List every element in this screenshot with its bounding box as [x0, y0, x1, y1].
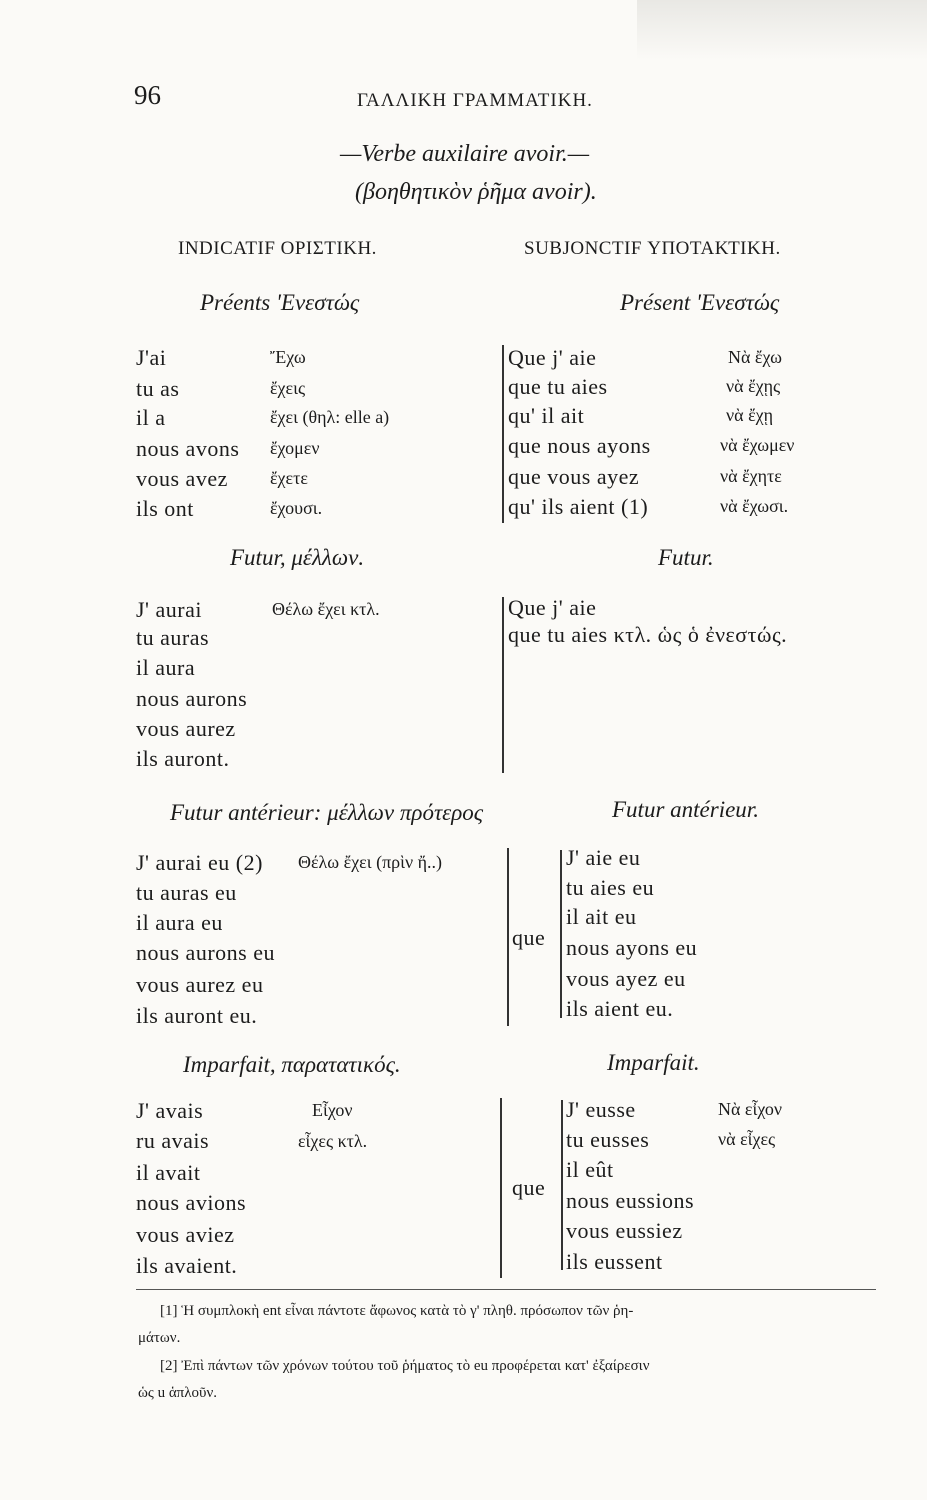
conj-fr: J' aurai: [136, 597, 202, 622]
conj-fr: nous avons: [136, 436, 240, 461]
footnote-2-line-2: ὡς u ἁπλοῦν.: [138, 1385, 217, 1401]
conj-fr: nous aurons: [136, 686, 248, 711]
conj-gr: νὰ ἔχωσι.: [720, 496, 789, 516]
column-divider: [507, 848, 509, 1026]
conj-fr: tu auras: [136, 625, 210, 650]
conj-gr: νὰ ἔχῃς: [726, 376, 781, 396]
conj-gr: ἔχεις: [270, 378, 306, 398]
conj-fr: nous ayons eu: [566, 935, 698, 960]
conj-fr: ils auront.: [136, 746, 230, 771]
subjonctif-heading: SUBJONCTIF ΥΠΟΤΑΚΤΙΚΗ.: [524, 238, 781, 259]
bleed-through-shadow: [637, 0, 927, 60]
brace-icon: [560, 850, 562, 1018]
conj-gr: εἶχες κτλ.: [298, 1131, 368, 1151]
conj-gr: Θέλω ἔχει (πρὶν ἤ..): [298, 852, 443, 872]
conj-gr: νὰ εἶχες: [718, 1129, 776, 1149]
present-indicatif-title: Préents 'Ενεστώς: [200, 290, 360, 315]
conj-fr: nous aurons eu: [136, 940, 275, 965]
conj-fr: il aura eu: [136, 910, 223, 935]
conj-fr: qu' ils aient (1): [508, 494, 649, 519]
conj-fr: J' aie eu: [566, 845, 641, 870]
present-subjonctif-title: Présent 'Ενεστώς: [620, 290, 780, 315]
column-divider: [502, 597, 504, 773]
conj-gr: ἔχομεν: [270, 438, 320, 458]
conj-fr: tu eusses: [566, 1127, 650, 1152]
footnote-1-line-1: [1] Ἡ συμπλοκὴ ent εἶναι πάντοτε ἄφωνος κατὰ τὸ γ' πληθ. πρόσωπον τῶν ῥη-: [160, 1303, 634, 1319]
conj-fr: J' avais: [136, 1098, 204, 1123]
conj-gr: Νὰ εἶχον: [718, 1099, 783, 1119]
brace-icon: [561, 1100, 563, 1270]
conj-gr: ἔχει (θηλ: elle a): [270, 407, 390, 427]
conj-fr: ils eussent: [566, 1249, 663, 1274]
conj-fr: qu' il ait: [508, 403, 585, 428]
futur-indicatif-title: Futur, μέλλων.: [230, 545, 365, 570]
running-title: ΓΑΛΛΙΚΗ ΓΡΑΜΜΑΤΙΚΗ.: [357, 90, 593, 111]
futur-anterieur-subjonctif-title: Futur antérieur.: [612, 797, 759, 822]
conj-fr: tu as: [136, 376, 180, 401]
title-line-1: —Verbe auxilaire avoir.—: [340, 141, 590, 167]
conj-fr: Que j' aie: [508, 345, 597, 370]
brace-que: que: [512, 925, 546, 950]
conj-fr: que tu aies κτλ. ὡς ὁ ἐνεστώς.: [508, 622, 788, 647]
conj-fr: que vous ayez: [508, 464, 640, 489]
conj-fr: il avait: [136, 1160, 201, 1185]
page-number: 96: [134, 80, 161, 110]
conj-fr: vous aurez eu: [136, 972, 264, 997]
conj-fr: il ait eu: [566, 904, 637, 929]
conj-fr: il aura: [136, 655, 196, 680]
column-divider: [502, 345, 504, 523]
imparfait-subjonctif-title: Imparfait.: [607, 1050, 700, 1075]
conj-fr: tu aies eu: [566, 875, 655, 900]
conj-fr: il eût: [566, 1157, 614, 1182]
conj-fr: vous aurez: [136, 716, 236, 741]
conj-fr: que nous ayons: [508, 433, 651, 458]
conj-fr: vous eussiez: [566, 1218, 683, 1243]
conj-fr: ils avaient.: [136, 1253, 238, 1278]
conj-gr: νὰ ἔχῃ: [726, 405, 774, 425]
futur-subjonctif-title: Futur.: [658, 545, 714, 570]
conj-fr: J' eusse: [566, 1097, 636, 1122]
conj-fr: nous avions: [136, 1190, 246, 1215]
conj-fr: ils aient eu.: [566, 996, 674, 1021]
column-divider: [500, 1098, 502, 1278]
conj-fr: ils ont: [136, 496, 194, 521]
conj-gr: ἔχουσι.: [270, 498, 323, 518]
brace-que: que: [512, 1175, 546, 1200]
conj-fr: Que j' aie: [508, 595, 597, 620]
conj-gr: νὰ ἔχωμεν: [720, 435, 795, 455]
conj-fr: vous ayez eu: [566, 966, 686, 991]
conj-fr: ils auront eu.: [136, 1003, 258, 1028]
conj-gr: Ἔχω: [270, 347, 306, 367]
footnote-rule: [136, 1289, 876, 1290]
conj-fr: J' aurai eu (2): [136, 850, 263, 875]
conj-fr: il a: [136, 405, 166, 430]
conj-fr: nous eussions: [566, 1188, 695, 1213]
conj-fr: J'ai: [136, 345, 167, 370]
indicatif-heading: INDICATIF ΟΡΙΣΤΙΚΗ.: [178, 238, 377, 259]
conj-fr: ru avais: [136, 1128, 210, 1153]
footnote-2-line-1: [2] Ἐπὶ πάντων τῶν χρόνων τούτου τοῦ ῥήματος τὸ eu προφέρεται κατ' ἐξαίρεσιν: [160, 1358, 650, 1374]
conj-gr: νὰ ἔχητε: [720, 466, 782, 486]
conj-fr: tu auras eu: [136, 880, 237, 905]
conj-gr: Θέλω ἔχει κτλ.: [272, 599, 380, 619]
imparfait-indicatif-title: Imparfait, παρατατικός.: [183, 1052, 401, 1077]
futur-anterieur-indicatif-title: Futur antérieur: μέλλων πρότερος: [170, 800, 484, 825]
conj-fr: vous aviez: [136, 1222, 235, 1247]
conj-gr: Εἶχον: [312, 1100, 353, 1120]
conj-gr: Νὰ ἔχω: [728, 347, 782, 367]
conj-fr: que tu aies: [508, 374, 608, 399]
conj-fr: vous avez: [136, 466, 228, 491]
title-line-2: (βοηθητικὸν ῥῆμα avoir).: [355, 179, 597, 205]
conj-gr: ἔχετε: [270, 468, 308, 488]
footnote-1-line-2: μάτων.: [138, 1330, 181, 1346]
